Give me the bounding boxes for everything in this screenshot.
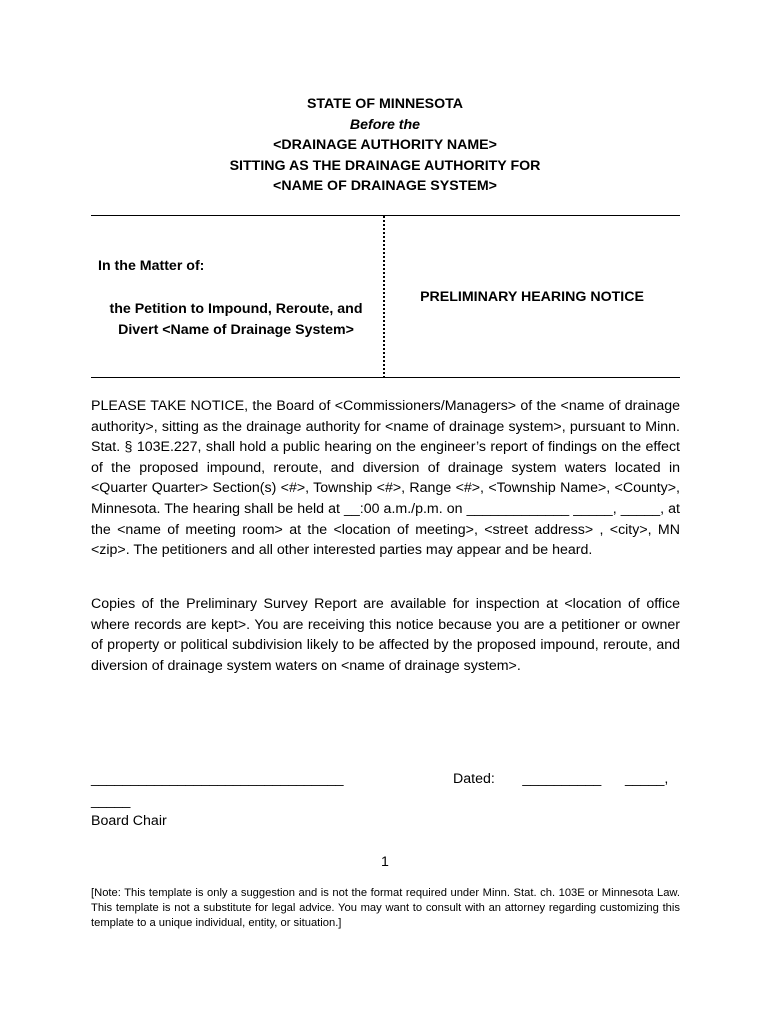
caption-bottom-rule	[91, 377, 680, 378]
notice-paragraph: PLEASE TAKE NOTICE, the Board of <Commissioners/Managers> of the <name of drainage authority>, sitting as the drainage authority for <name of drainage system>, pursuant to Minn. Stat. § 103E.227, shall hold a public hearing on the engineer’s report of findings on the effect of the proposed impound, reroute, and diversion of drainage system waters located in <Quarter Quarter> Section(s) <#>, Township <#>, Range <#>, <Township Name>, <County>, Minnesota. The hearing shall be held at __:00 a.m./p.m. on _____________ _____, _____, at the <name of meeting room> at the <location of meeting>, <street address> , <city>, MN <zip>. The petitioners and all other interested parties may appear and be heard.	[91, 398, 680, 559]
page-number: 1	[381, 854, 389, 870]
dated-field: Dated: __________ _____,	[453, 771, 669, 787]
authority-name-placeholder: <DRAINAGE AUTHORITY NAME>	[273, 137, 497, 154]
copies-paragraph: Copies of the Preliminary Survey Report are available for inspection at <location of office where records are kept>. You are receiving this notice because you are a petitioner or owner of property or political subdivision likely to be affected by the proposed impound, reroute, and diversion of drainage system waters on <name of drainage system>.	[91, 596, 680, 674]
in-the-matter-of: In the Matter of:	[98, 258, 205, 274]
state-heading: STATE OF MINNESOTA	[306, 96, 464, 112]
template-note: [Note: This template is only a suggestion and is not the format required under Minn. Stat. ch. 103E or Minnesota Law. This template is not a substitute for legal advice. You may want to consult with an attorney regarding customizing this template to a unique individual, entity, or situation.]	[91, 887, 680, 929]
before-the-line: Before the	[349, 116, 421, 133]
document-header	[0, 94, 770, 197]
notice-title: PRELIMINARY HEARING NOTICE	[420, 289, 644, 305]
sitting-as-line: SITTING AS THE DRAINAGE AUTHORITY FOR	[229, 157, 541, 174]
signature-line: ________________________________	[91, 771, 344, 787]
signature-short-line: _____	[91, 793, 131, 809]
caption-top-rule	[91, 215, 680, 216]
board-chair-label: Board Chair	[91, 813, 167, 829]
drainage-system-placeholder: <NAME OF DRAINAGE SYSTEM>	[273, 178, 497, 195]
petition-title	[91, 299, 381, 341]
petition-line-1: the Petition to Impound, Reroute, and	[109, 301, 363, 317]
petition-line-2: Divert <Name of Drainage System>	[118, 322, 354, 338]
